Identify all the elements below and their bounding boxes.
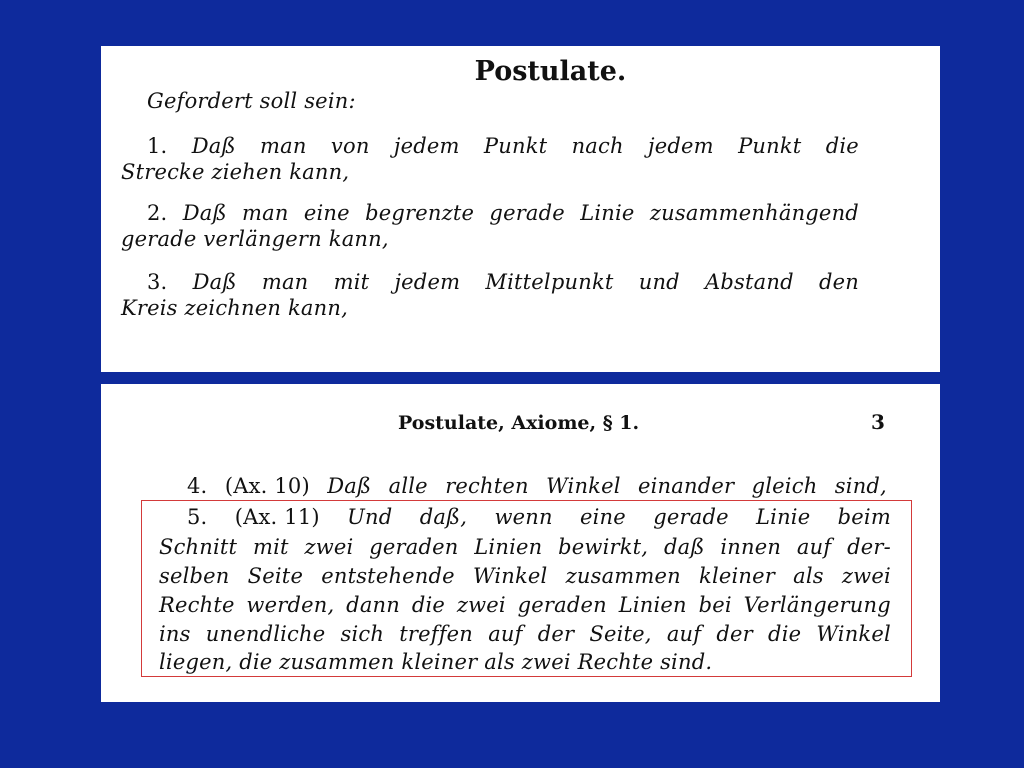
word: den: [818, 270, 859, 294]
word: man: [260, 134, 307, 158]
word: sich: [340, 622, 385, 646]
word: der: [537, 622, 575, 646]
postulate-1-line-2: Strecke ziehen kann,: [121, 160, 350, 184]
word: auf: [488, 622, 523, 646]
word: unendliche: [205, 622, 326, 646]
page-header: Postulate, Axiome, § 1.: [398, 412, 640, 434]
word: zwei: [456, 593, 506, 617]
postulates-title: Postulate.: [474, 56, 627, 87]
word: auf: [796, 535, 832, 559]
postulate-3-line-1: [147, 270, 859, 294]
word: sind,: [834, 474, 887, 498]
postulates-panel: [101, 46, 940, 372]
word: nach: [571, 134, 624, 158]
word: Mittelpunkt: [485, 270, 614, 294]
axiom-11-line-6: liegen, die zusammen kleiner als zwei Rechte sind.: [159, 650, 713, 674]
word: Daß: [182, 201, 227, 225]
word: Winkel: [472, 564, 548, 588]
word: gleich: [751, 474, 818, 498]
word: ins: [159, 622, 191, 646]
word: Punkt: [738, 134, 802, 158]
word: Daß: [327, 474, 372, 498]
word: Daß: [191, 134, 236, 158]
word: Linien: [618, 593, 687, 617]
word: kleiner: [699, 564, 776, 588]
word: Punkt: [483, 134, 548, 158]
word: Winkel: [546, 474, 621, 498]
word: die: [411, 593, 446, 617]
word: Seite,: [589, 622, 652, 646]
word: bewirkt,: [558, 535, 649, 559]
word: treffen: [399, 622, 474, 646]
axiom-11-line-4: [159, 593, 891, 617]
word: beim: [837, 505, 891, 529]
word: eine: [580, 505, 626, 529]
word: die: [825, 134, 859, 158]
axiom-11-line-2: [159, 535, 891, 559]
word: dann: [346, 593, 400, 617]
word: mit: [253, 535, 289, 559]
word: innen: [720, 535, 782, 559]
word: wenn: [494, 505, 553, 529]
word: eine: [303, 201, 350, 225]
word: mit: [333, 270, 370, 294]
word: Linie: [756, 505, 811, 529]
axioms-panel: [101, 384, 940, 702]
item-number: 3.: [147, 270, 168, 294]
word: der-: [847, 535, 891, 559]
word: geraden: [369, 535, 459, 559]
word: man: [261, 270, 309, 294]
postulate-2-line-2: gerade verlängern kann,: [121, 227, 389, 251]
word: jedem: [394, 270, 461, 294]
word: auf: [666, 622, 702, 646]
word: Rechte: [159, 593, 235, 617]
word: Schnitt: [159, 535, 238, 559]
word: der: [716, 622, 753, 646]
word: Abstand: [705, 270, 794, 294]
axiom-11-line-5: [159, 622, 891, 646]
word: als: [793, 564, 824, 588]
word: zusammen: [565, 564, 681, 588]
word: selben: [159, 564, 230, 588]
word: begrenzte: [365, 201, 475, 225]
axiom-reference: (Ax. 10): [224, 474, 310, 498]
word: Verlängerung: [743, 593, 891, 617]
word: werden,: [246, 593, 335, 617]
axiom-11-line-1: [187, 505, 891, 529]
word: bei: [698, 593, 732, 617]
word: Linien: [474, 535, 543, 559]
word: zwei: [304, 535, 354, 559]
item-number: 4.: [187, 474, 208, 498]
word: geraden: [517, 593, 607, 617]
word: gerade: [489, 201, 565, 225]
word: rechten: [445, 474, 529, 498]
word: man: [242, 201, 289, 225]
word: die: [768, 622, 802, 646]
item-number: 1.: [147, 134, 168, 158]
postulate-2-line-1: [147, 201, 859, 225]
word: Linie: [580, 201, 635, 225]
page-number: 3: [871, 410, 885, 434]
word: alle: [388, 474, 428, 498]
word: Daß: [192, 270, 237, 294]
axiom-reference: (Ax. 11): [234, 505, 320, 529]
word: entstehende: [321, 564, 455, 588]
word: jedem: [393, 134, 460, 158]
axiom-10-line: [187, 474, 887, 498]
word: Seite: [247, 564, 304, 588]
word: daß,: [419, 505, 468, 529]
word: daß: [663, 535, 705, 559]
word: Winkel: [816, 622, 891, 646]
word: jedem: [648, 134, 714, 158]
item-number: 5.: [187, 505, 208, 529]
item-number: 2.: [147, 201, 168, 225]
word: zwei: [841, 564, 891, 588]
word: und: [638, 270, 680, 294]
axiom-11-line-3: [159, 564, 891, 588]
word: zusammenhängend: [649, 201, 859, 225]
postulate-1-line-1: [147, 134, 859, 158]
word: von: [330, 134, 370, 158]
word: Und: [347, 505, 393, 529]
word: einander: [638, 474, 735, 498]
postulate-3-line-2: Kreis zeichnen kann,: [121, 296, 348, 320]
word: gerade: [653, 505, 729, 529]
intro-line: Gefordert soll sein:: [147, 89, 356, 113]
